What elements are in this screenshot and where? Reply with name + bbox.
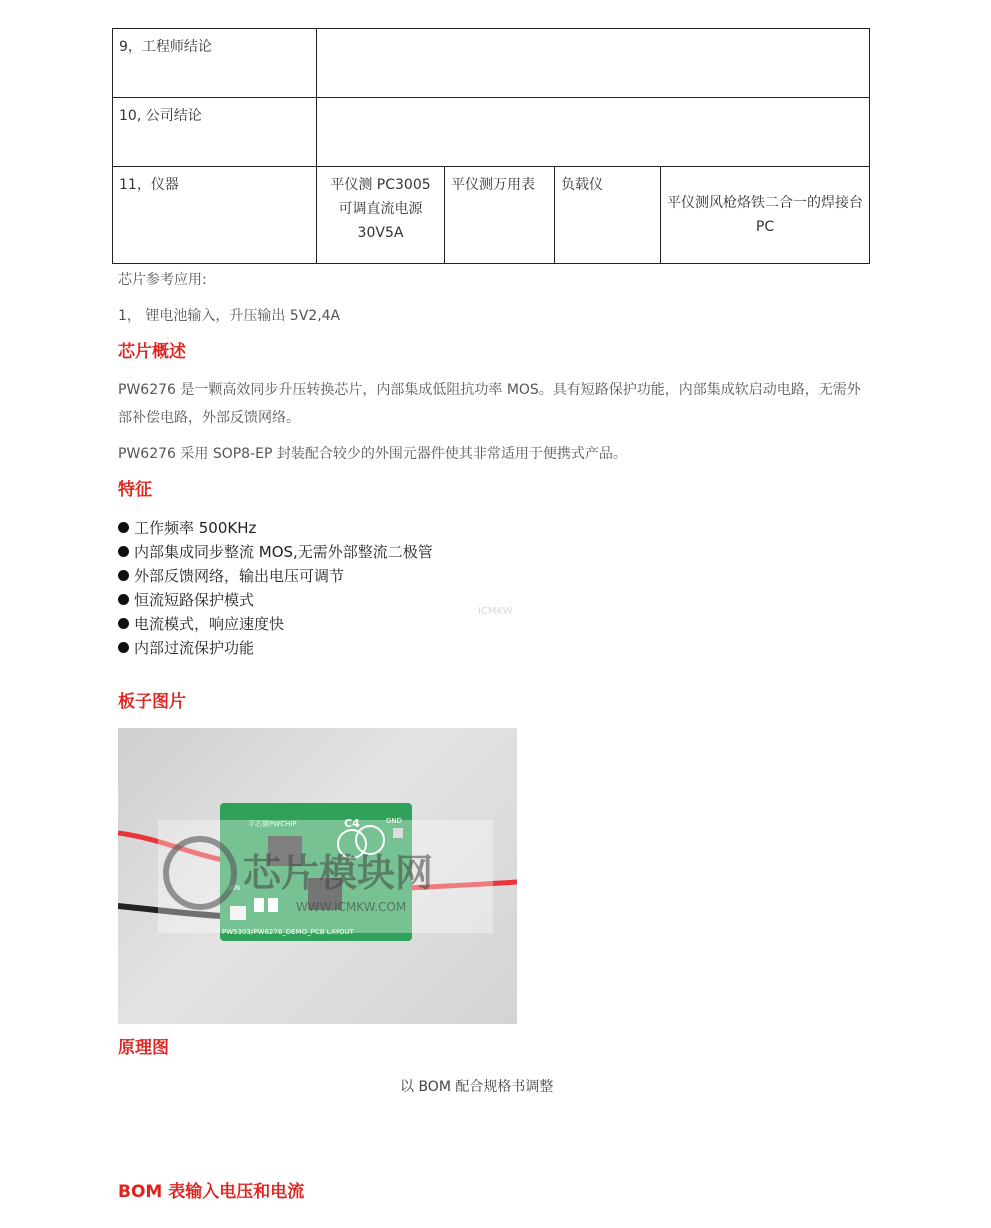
pcb-vin-label: VIN — [228, 884, 241, 892]
pcb-layout-label: PW5303/PW6276_DEMO_PCB LAYOUT — [222, 928, 354, 936]
instrument-soldering-station: 平仪测风枪烙铁二合一的焊接台 PC — [661, 167, 870, 264]
ref-app-title: 芯片参考应用: — [118, 272, 207, 288]
pcb-brand-label: 平芯微PWCHIP — [248, 820, 297, 828]
row-label-instruments: 11，仪器 — [113, 167, 317, 264]
list-item: 外部反馈网络，输出电压可调节 — [118, 564, 433, 588]
bullet-icon — [118, 642, 129, 653]
row-label-engineer: 9，工程师结论 — [113, 29, 317, 98]
list-item: 工作频率 500KHz — [118, 516, 433, 540]
board-photo — [118, 728, 517, 1024]
watermark-main: 芯片模块网 — [243, 851, 434, 895]
board-heading: 板子图片 — [118, 692, 186, 712]
instrument-power-supply: 平仪测 PC3005 可调直流电源 30V5A — [317, 167, 445, 264]
instrument-multimeter: 平仪测万用表 — [445, 167, 555, 264]
bullet-icon — [118, 546, 129, 557]
features-heading: 特征 — [118, 480, 152, 500]
table-row — [113, 29, 870, 98]
table-row — [113, 167, 870, 264]
empty-cell — [317, 98, 870, 167]
bullet-icon — [118, 594, 129, 605]
ref-app-item: 1， 锂电池输入，升压输出 5V2,4A — [118, 308, 341, 324]
features-list — [118, 516, 433, 660]
overview-paragraph-1: PW6276 是一颗高效同步升压转换芯片，内部集成低阻抗功率 MOS。具有短路保护功能，内部集成软启动电路，无需外部补偿电路，外部反馈网络。 — [118, 382, 861, 426]
overview-heading: 芯片概述 — [118, 342, 186, 362]
instrument-table — [112, 28, 870, 264]
schematic-heading: 原理图 — [118, 1038, 169, 1058]
board-illustration — [118, 728, 517, 1024]
pcb-c4-label: C4 — [344, 817, 360, 830]
pcb-gnd-label: GND — [386, 817, 403, 825]
bullet-icon — [118, 570, 129, 581]
bullet-icon — [118, 522, 129, 533]
empty-cell — [317, 29, 870, 98]
list-item: 恒流短路保护模式 — [118, 588, 433, 612]
table-row — [113, 98, 870, 167]
watermark-text: ICMKW — [478, 606, 513, 617]
list-item: 内部过流保护功能 — [118, 636, 433, 660]
overview-paragraph-2: PW6276 采用 SOP8-EP 封装配合较少的外围元器件使其非常适用于便携式产品。 — [118, 446, 627, 462]
instrument-load: 负载仪 — [555, 167, 661, 264]
row-label-company: 10, 公司结论 — [113, 98, 317, 167]
watermark-url: WWW.ICMKW.COM — [296, 900, 407, 914]
schematic-note: 以 BOM 配合规格书调整 — [400, 1079, 554, 1095]
bom-heading: BOM 表输入电压和电流 — [118, 1182, 305, 1202]
list-item: 内部集成同步整流 MOS,无需外部整流二极管 — [118, 540, 433, 564]
list-item: 电流模式，响应速度快 — [118, 612, 433, 636]
bullet-icon — [118, 618, 129, 629]
